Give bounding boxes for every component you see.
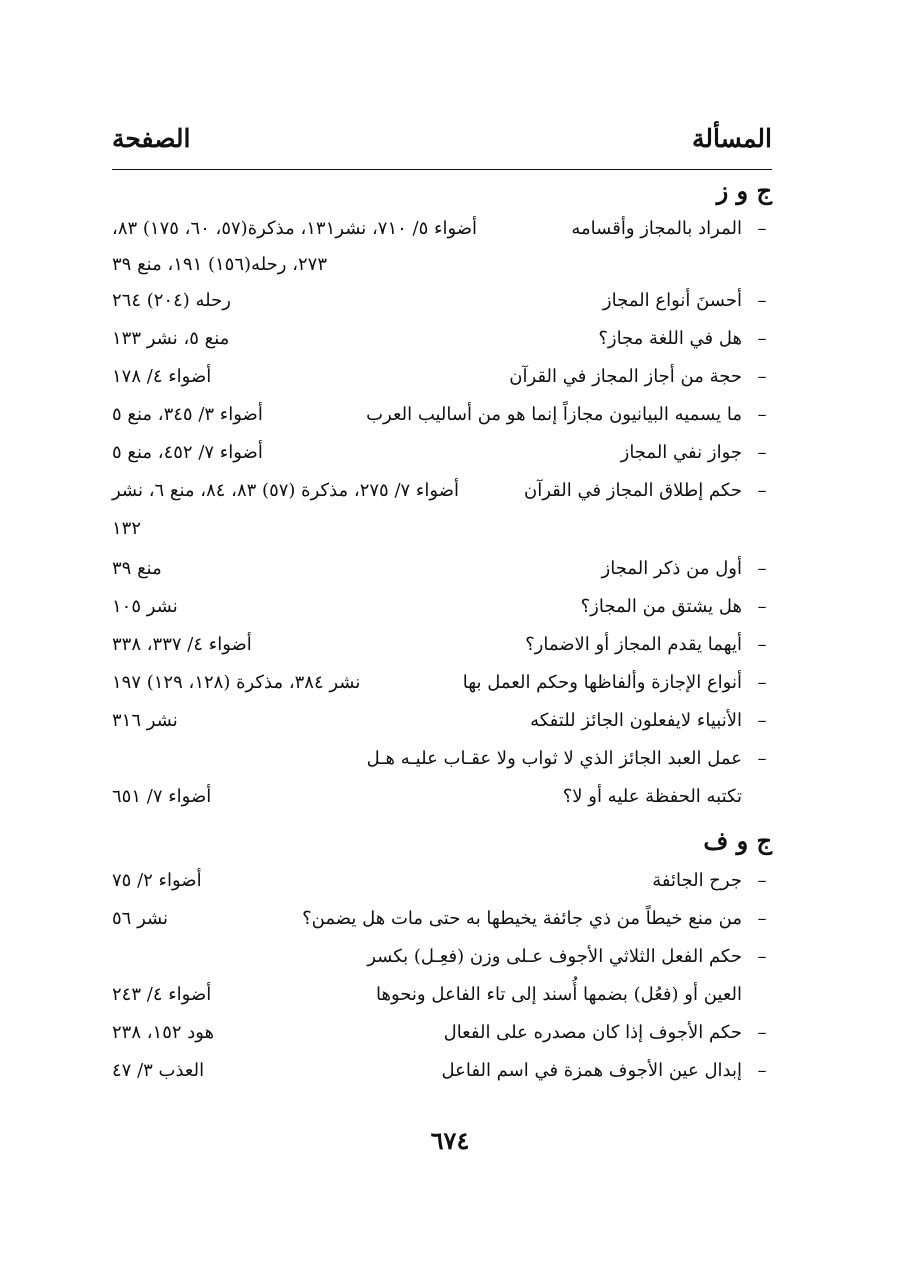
entry-reference: أضواء ٤/ ٢٤٣	[112, 984, 212, 1005]
entry-reference: العذب ٣/ ٤٧	[112, 1060, 205, 1081]
column-heading-issue: المسألة	[692, 124, 772, 153]
entry-title: أنواع الإجازة وألفاظها وحكم العمل بها	[462, 672, 742, 693]
bullet-dash: –	[757, 748, 767, 769]
entry-title: جرح الجائفة	[652, 870, 742, 891]
bullet-dash: –	[757, 1022, 767, 1043]
entry-reference: أضواء ٧/ ٤٥٢، منع ٥	[112, 442, 263, 463]
entry-reference: نشر ٥٦	[112, 908, 169, 929]
entry-title: جواز نفي المجاز	[620, 442, 742, 463]
index-entry	[112, 558, 772, 592]
bullet-dash: –	[757, 1060, 767, 1081]
index-entry	[112, 480, 772, 514]
entry-reference: أضواء ٥/ ٧١٠، نشر١٣١، مذكرة(٥٧، ٦٠، ١٧٥) ٨٣،	[112, 218, 478, 239]
index-entry	[112, 1060, 772, 1094]
bullet-dash: –	[757, 870, 767, 891]
bullet-dash: –	[757, 710, 767, 731]
section-heading-jwf: ج و ف	[703, 826, 772, 855]
bullet-dash: –	[757, 908, 767, 929]
entry-title-continued: تكتبه الحفظة عليه أو لا؟	[562, 786, 742, 807]
bullet-dash: –	[757, 366, 767, 387]
entry-reference: أضواء ٣/ ٣٤٥، منع ٥	[112, 404, 263, 425]
entry-title: هل في اللغة مجاز؟	[598, 328, 742, 349]
entry-title-continued: العين أو (فعُل) بضمها أُسند إلى تاء الفاعل ونحوها	[376, 984, 742, 1005]
entry-title: أحسنَ أنواع المجاز	[602, 290, 742, 311]
bullet-dash: –	[757, 596, 767, 617]
bullet-dash: –	[757, 672, 767, 693]
index-entry	[112, 218, 772, 252]
entry-reference: نشر ٣١٦	[112, 710, 178, 731]
index-entry	[112, 908, 772, 942]
entry-reference-continued: ٢٧٣، رحله(١٥٦) ١٩١، منع ٣٩	[112, 254, 328, 275]
entry-title: حكم إطلاق المجاز في القرآن	[523, 480, 742, 501]
entry-reference: أضواء ٧/ ٦٥١	[112, 786, 212, 807]
index-entry-continuation	[112, 786, 772, 820]
entry-title: عمل العبد الجائز الذي لا ثواب ولا عقـاب عليـه هـل	[366, 748, 742, 769]
entry-reference: أضواء ٢/ ٧٥	[112, 870, 202, 891]
entry-title: الأنبياء لايفعلون الجائز للتفكه	[530, 710, 742, 731]
entry-reference: نشر ٣٨٤، مذكرة (١٢٨، ١٢٩) ١٩٧	[112, 672, 361, 693]
page-header	[112, 124, 772, 164]
header-rule	[112, 169, 772, 170]
entry-title: حجة من أجاز المجاز في القرآن	[509, 366, 742, 387]
bullet-dash: –	[757, 328, 767, 349]
entry-title: حكم الأجوف إذا كان مصدره على الفعال	[443, 1022, 742, 1043]
index-entry	[112, 748, 772, 782]
bullet-dash: –	[757, 404, 767, 425]
index-entry	[112, 1022, 772, 1056]
column-heading-page: الصفحة	[112, 124, 191, 153]
bullet-dash: –	[757, 218, 767, 239]
index-entry	[112, 870, 772, 904]
entry-title: ما يسميه البيانيون مجازاً إنما هو من أساليب العرب	[366, 404, 742, 425]
entry-title: من منع خيطاً من ذي جائفة يخيطها به حتى مات هل يضمن؟	[302, 908, 742, 929]
entry-reference: أضواء ٤/ ٣٣٧، ٣٣٨	[112, 634, 252, 655]
bullet-dash: –	[757, 480, 767, 501]
entry-title: حكم الفعل الثلاثي الأجوف عـلى وزن (فعِـل) بكسر	[367, 946, 742, 967]
entry-reference-continued: ١٣٢	[112, 518, 142, 539]
entry-reference: رحله (٢٠٤) ٢٦٤	[112, 290, 231, 311]
bullet-dash: –	[757, 290, 767, 311]
entry-reference: هود ١٥٢، ٢٣٨	[112, 1022, 215, 1043]
index-entry	[112, 634, 772, 668]
bullet-dash: –	[757, 634, 767, 655]
entry-title: أول من ذكر المجاز	[601, 558, 742, 579]
entry-title: المراد بالمجاز وأقسامه	[571, 218, 742, 239]
entry-reference: منع ٣٩	[112, 558, 162, 579]
entry-title: هل يشتق من المجاز؟	[580, 596, 742, 617]
entry-reference: أضواء ٧/ ٢٧٥، مذكرة (٥٧) ٨٣، ٨٤، منع ٦، نشر	[112, 480, 459, 501]
bullet-dash: –	[757, 442, 767, 463]
index-entry	[112, 366, 772, 400]
index-entry-continuation	[112, 984, 772, 1018]
index-entry	[112, 710, 772, 744]
entry-title: أيهما يقدم المجاز أو الاضمار؟	[525, 634, 742, 655]
index-entry	[112, 946, 772, 980]
page-number: ٦٧٤	[430, 1126, 470, 1155]
entry-title: إبدال عين الأجوف همزة في اسم الفاعل	[441, 1060, 742, 1081]
index-entry-continuation	[112, 518, 772, 552]
index-entry	[112, 672, 772, 706]
index-entry	[112, 596, 772, 630]
index-entry-continuation	[112, 254, 772, 288]
section-heading-jwz: ج و ز	[716, 176, 772, 205]
index-entry	[112, 442, 772, 476]
entry-reference: أضواء ٤/ ١٧٨	[112, 366, 212, 387]
index-entry	[112, 328, 772, 362]
index-entry	[112, 290, 772, 324]
entry-reference: منع ٥، نشر ١٣٣	[112, 328, 230, 349]
entry-reference: نشر ١٠٥	[112, 596, 178, 617]
bullet-dash: –	[757, 558, 767, 579]
bullet-dash: –	[757, 946, 767, 967]
index-entry	[112, 404, 772, 438]
